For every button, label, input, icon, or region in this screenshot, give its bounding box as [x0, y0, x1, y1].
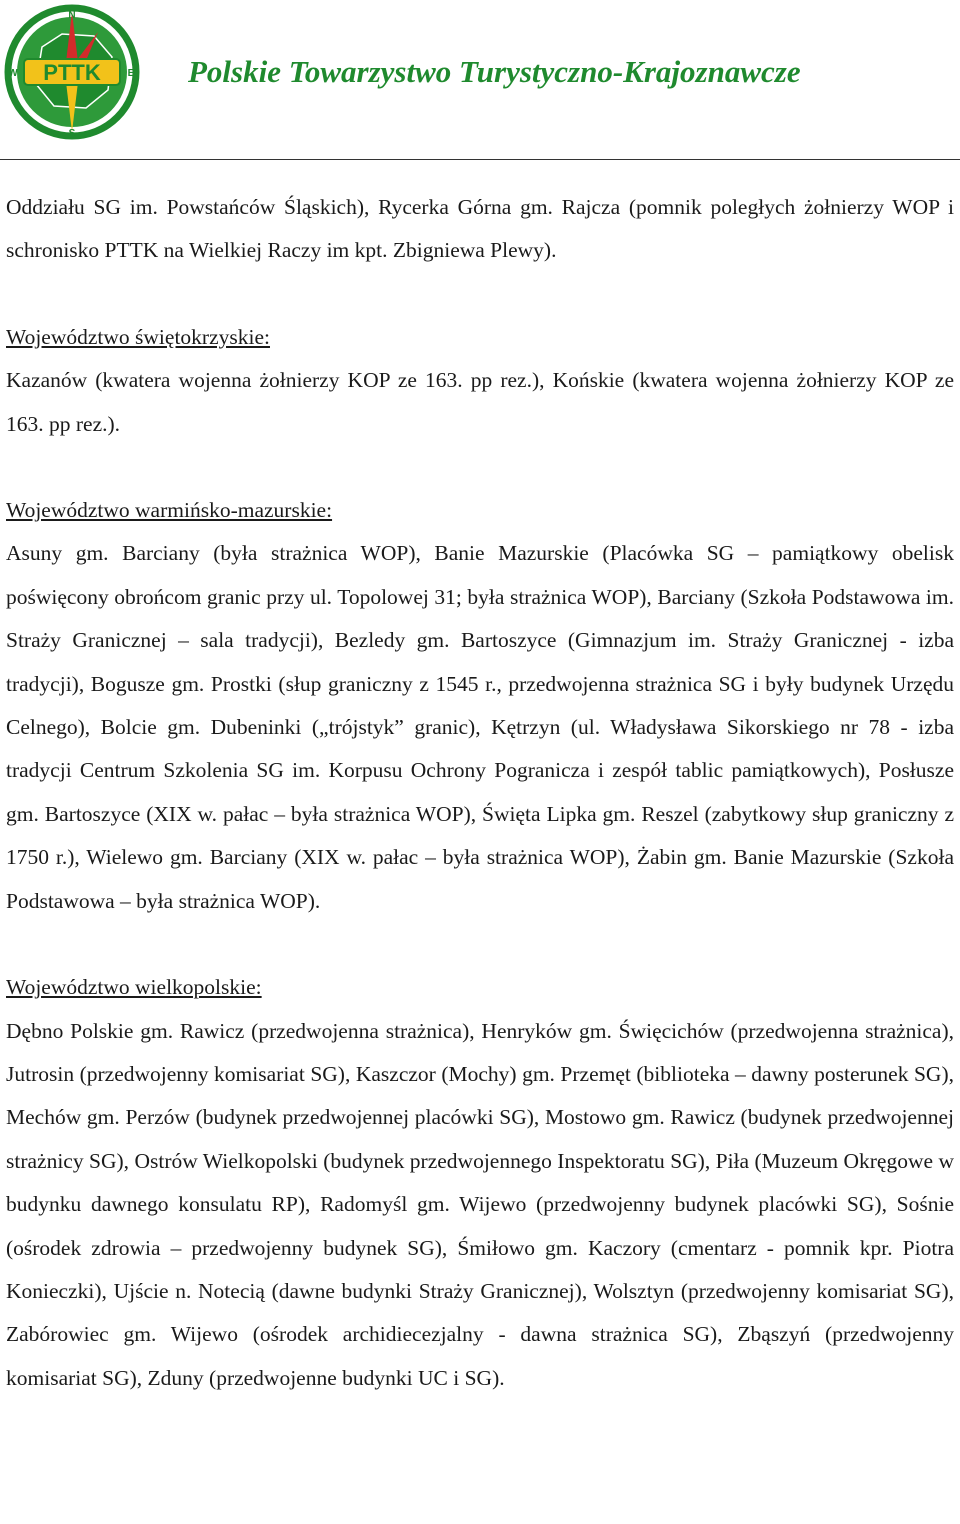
compass-e: E	[127, 68, 135, 79]
paragraph-warminsko-mazurskie: Asuny gm. Barciany (była strażnica WOP), Banie Mazurskie (Placówka SG – pamiątkowy obelisk poświęcony obrońcom granic przy ul. Topolowej 31; była strażnica WOP), Barciany (Szkoła Podstawowa im. Straży Granicznej – sala tradycji), Bezledy gm. Bartoszyce (Gimnazjum im. Straży Granicznej - izba tradycji), Bogusze gm. Prostki (słup graniczny z 1545 r., przedwojenna strażnica SG i były budynek Urzędu Celnego), Bolcie gm. Dubeninki („trójstyk” granic), Kętrzyn (ul. Władysława Sikorskiego nr 78 - izba tradycji Centrum Szkolenia SG im. Korpusu Ochrony Pogranicza i zespół tablic pamiątkowych), Posłusze gm. Bartoszyce (XIX w. pałac – była strażnica WOP), Święta Lipka gm. Reszel (zabytkowy słup graniczny z 1750 r.), Wielewo gm. Barciany (XIX w. pałac – była strażnica WOP), Żabin gm. Banie Mazurskie (Szkoła Podstawowa – była strażnica WOP).	[6, 541, 954, 913]
document-body	[6, 186, 954, 1400]
logo-text: PTTK	[43, 60, 101, 85]
compass-w: W	[8, 68, 18, 79]
compass-n: N	[68, 10, 76, 21]
heading-swietokrzyskie: Województwo świętokrzyskie:	[6, 324, 270, 349]
heading-wielkopolskie: Województwo wielkopolskie:	[6, 975, 262, 1000]
header-divider	[0, 159, 960, 160]
compass-s: S	[68, 128, 76, 139]
paragraph-continuation: Oddziału SG im. Powstańców Śląskich), Rycerka Górna gm. Rajcza (pomnik poległych żołnierzy WOP i schronisko PTTK na Wielkiej Raczy im kpt. Zbigniewa Plewy).	[6, 195, 954, 263]
pttk-logo	[2, 2, 142, 142]
organization-title: Polskie Towarzystwo Turystyczno-Krajoznawcze	[188, 54, 801, 89]
paragraph-wielkopolskie: Dębno Polskie gm. Rawicz (przedwojenna strażnica), Henryków gm. Święcichów (przedwojenna strażnica), Jutrosin (przedwojenny komisariat SG), Kaszczor (Mochy) gm. Przemęt (biblioteka – dawny posterunek SG), Mechów gm. Perzów (budynek przedwojennej placówki SG), Mostowo gm. Rawicz (budynek przedwojennej strażnicy SG), Ostrów Wielkopolski (budynek przedwojennego Inspektoratu SG), Piła (Muzeum Okręgowe w budynku dawnego konsulatu RP), Radomyśl gm. Wijewo (przedwojenny budynek placówki SG), Sośnie (ośrodek zdrowia – przedwojenny budynek SG), Śmiłowo gm. Kaczory (cmentarz - pomnik kpr. Piotra Konieczki), Ujście n. Notecią (dawne budynki Straży Granicznej), Wolsztyn (przedwojenny komisariat SG), Zabórowiec gm. Wijewo (ośrodek archidiecezjalny - dawna strażnica SG), Zbąszyń (przedwojenny komisariat SG), Zduny (przedwojenne budynki UC i SG).	[6, 1018, 954, 1390]
heading-warminsko-mazurskie: Województwo warmińsko-mazurskie:	[6, 498, 333, 523]
paragraph-swietokrzyskie: Kazanów (kwatera wojenna żołnierzy KOP ze 163. pp rez.), Końskie (kwatera wojenna żołnierzy KOP ze 163. pp rez.).	[6, 368, 954, 436]
page-header	[0, 0, 960, 160]
